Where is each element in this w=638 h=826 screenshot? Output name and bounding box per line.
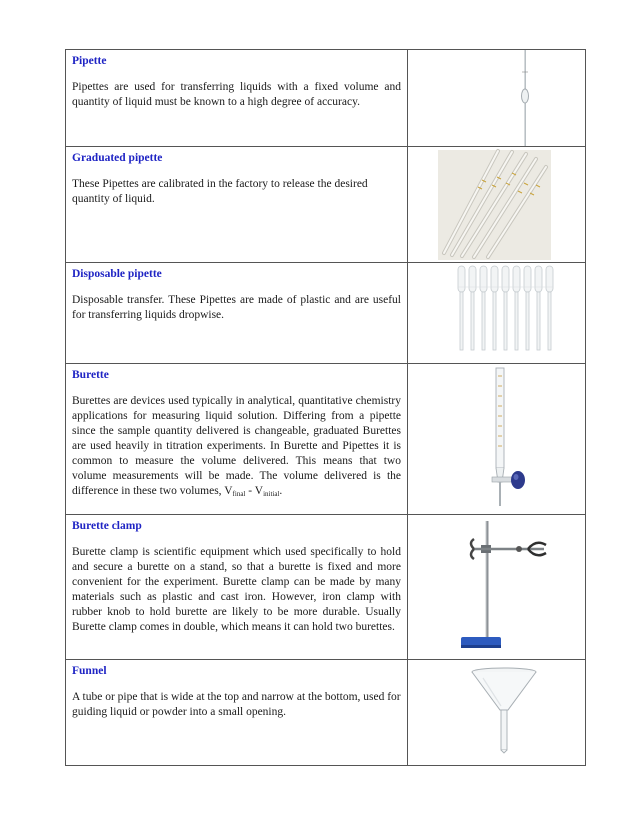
period-text: . [279,485,283,497]
burette-description-text: Burettes are devices used typically in analytical, quantitative chemistry applications for measuring liquid solution. Differing from a pipette since the sample quantity delivered is changeable, graduated Burettes are used heavily in titration experiments. In Burette and Pipettes it is common to measure the volume delivered. This means that two volume measurements will be made. The volume delivered is the difference in these two volumes, V [72,395,401,497]
subscript-initial: initial [263,490,280,498]
image-cell [408,364,586,515]
text-cell [66,147,408,263]
table-row [66,364,586,515]
table-row [66,263,586,364]
image-cell [408,50,586,147]
table-row [66,50,586,147]
table-row [66,147,586,263]
table-row [66,515,586,660]
text-cell [66,515,408,660]
row-description: Burette clamp is scientific equipment which used specifically to hold and secure a burette on a stand, so that a burette is fixed and more convenient for the experiment. Burette clamp can be made by many materials such as plastic and cast iron. However, iron clamp with rubber knob to hold burette are likely to be more durable. Usually Burette clamp comes in double, which means it can hold two burettes. [72,546,401,633]
image-cell [408,147,586,263]
row-description: Pipettes are used for transferring liquids with a fixed volume and quantity of liquid must be known to a high degree of accuracy. [72,81,401,108]
row-title: Graduated pipette [72,152,163,164]
row-title: Burette clamp [72,520,142,532]
row-title: Funnel [72,665,107,677]
equipment-table [65,49,586,766]
image-cell [408,263,586,364]
image-cell [408,515,586,660]
row-description [72,394,401,502]
pipette-icon [408,50,585,147]
minus-v-text: - V [245,485,264,497]
text-cell [66,263,408,364]
row-description: Disposable transfer. These Pipettes are made of plastic and are useful for transferring liquids dropwise. [72,294,401,321]
burette-clamp-stand-icon [408,515,585,660]
image-cell [408,660,586,766]
text-cell [66,660,408,766]
row-title: Pipette [72,55,107,67]
row-title: Disposable pipette [72,268,162,280]
table-row [66,660,586,766]
burette-icon [408,364,585,515]
subscript-final: final [232,490,246,498]
row-title: Burette [72,369,109,381]
row-description: A tube or pipe that is wide at the top and narrow at the bottom, used for guiding liquid or powder into a small opening. [72,691,401,718]
disposable-pipettes-icon [408,263,585,364]
graduated-pipettes-icon [408,147,585,263]
row-description: These Pipettes are calibrated in the factory to release the desired quantity of liquid. [72,178,368,205]
text-cell [66,50,408,147]
funnel-icon [408,660,585,766]
text-cell [66,364,408,515]
